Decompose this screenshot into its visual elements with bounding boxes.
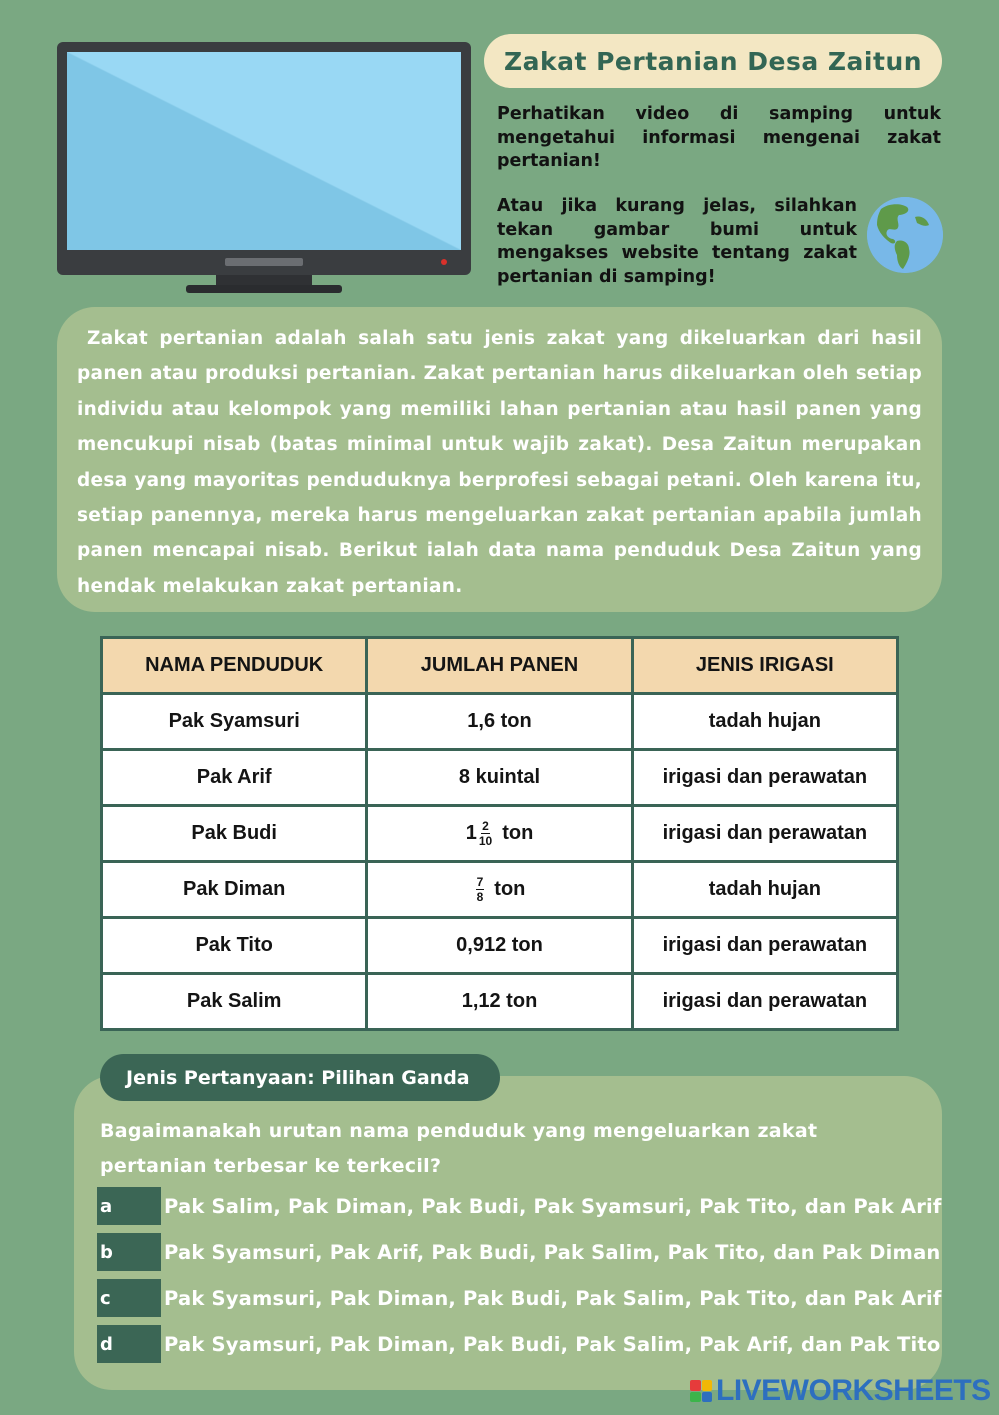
cell-harvest: 0,912 ton (367, 918, 632, 974)
cell-harvest: 1,12 ton (367, 974, 632, 1030)
cell-irrigation: irigasi dan perawatan (632, 750, 897, 806)
cell-irrigation: irigasi dan perawatan (632, 974, 897, 1030)
question-type-label: Jenis Pertanyaan: Pilihan Ganda (100, 1054, 500, 1101)
intro-video-text: Perhatikan video di samping untuk mengetahui informasi mengenai zakat pertanian! (497, 104, 941, 171)
tv-screen[interactable] (67, 52, 461, 250)
tv-power-led (441, 259, 447, 265)
fraction-numerator: 7 (476, 875, 484, 889)
column-header-irrigation: JENIS IRIGASI (632, 638, 897, 694)
tv-stand-neck (216, 275, 312, 285)
cell-irrigation: irigasi dan perawatan (632, 918, 897, 974)
cell-harvest: 8 kuintal (367, 750, 632, 806)
option-c-text[interactable]: Pak Syamsuri, Pak Diman, Pak Budi, Pak Salim, Pak Tito, dan Pak Arif (164, 1286, 942, 1310)
cell-harvest (367, 806, 632, 862)
cell-name: Pak Syamsuri (102, 694, 367, 750)
intro-globe-text: Atau jika kurang jelas, silahkan tekan gambar bumi untuk mengakses website tentang zakat pertanian di samping! (497, 196, 857, 287)
cell-name: Pak Budi (102, 806, 367, 862)
video-player[interactable] (57, 42, 471, 275)
tv-stand-base (186, 285, 342, 293)
table-row (102, 974, 898, 1030)
fraction-numerator: 2 (482, 819, 489, 833)
table-row (102, 806, 898, 862)
table-row (102, 862, 898, 918)
fraction-denominator: 10 (478, 834, 493, 848)
option-a-button[interactable]: a (97, 1187, 161, 1225)
cell-irrigation: tadah hujan (632, 862, 897, 918)
table-header-row (102, 638, 898, 694)
description-panel (57, 307, 942, 612)
logo-text: LIVEWORKSHEETS (716, 1374, 991, 1407)
table-row (102, 694, 898, 750)
cell-irrigation: tadah hujan (632, 694, 897, 750)
cell-harvest (367, 862, 632, 918)
option-a-text[interactable]: Pak Salim, Pak Diman, Pak Budi, Pak Syamsuri, Pak Tito, dan Pak Arif (164, 1194, 942, 1218)
cell-name: Pak Diman (102, 862, 367, 918)
cell-name: Pak Tito (102, 918, 367, 974)
column-header-name: NAMA PENDUDUK (102, 638, 367, 694)
harvest-fraction (479, 819, 492, 848)
option-b-text[interactable]: Pak Syamsuri, Pak Arif, Pak Budi, Pak Salim, Pak Tito, dan Pak Diman (164, 1240, 941, 1264)
option-d-button[interactable]: d (97, 1325, 161, 1363)
harvest-fraction (476, 875, 485, 904)
option-b-button[interactable]: b (97, 1233, 161, 1271)
description-text: Zakat pertanian adalah salah satu jenis zakat yang dikeluarkan dari hasil panen atau produksi pertanian. Zakat pertanian harus dikeluarkan oleh setiap individu atau kelompok yang memiliki lahan pertanian atau hasil panen yang mencukupi nisab (batas minimal untuk wajib zakat). Desa Zaitun merupakan desa yang mayoritas penduduknya berprofesi sebagai petani. Oleh karena itu, setiap panennya, mereka harus mengeluarkan zakat pertanian apabila jumlah panen mencapai nisab. Berikut ialah data nama penduduk Desa Zaitun yang hendak melakukan zakat pertanian. (77, 328, 922, 597)
cell-name: Pak Salim (102, 974, 367, 1030)
tv-speaker (225, 258, 303, 266)
page-title: Zakat Pertanian Desa Zaitun (484, 34, 942, 88)
cell-name: Pak Arif (102, 750, 367, 806)
fraction-denominator: 8 (476, 890, 484, 904)
question-text: Bagaimanakah urutan nama penduduk yang mengeluarkan zakat pertanian terbesar ke terkecil? (100, 1120, 818, 1177)
cell-harvest: 1,6 ton (367, 694, 632, 750)
table-row (102, 750, 898, 806)
cell-irrigation: irigasi dan perawatan (632, 806, 897, 862)
column-header-harvest: JUMLAH PANEN (367, 638, 632, 694)
option-c-button[interactable]: c (97, 1279, 161, 1317)
liveworksheets-logo[interactable] (690, 1372, 991, 1410)
option-d-text[interactable]: Pak Syamsuri, Pak Diman, Pak Budi, Pak Salim, Pak Arif, dan Pak Tito (164, 1332, 941, 1356)
harvest-unit: ton (502, 821, 534, 844)
table-row (102, 918, 898, 974)
harvest-unit: ton (494, 877, 526, 900)
harvest-table (100, 636, 899, 1031)
liveworksheets-mark-icon (690, 1380, 712, 1402)
harvest-whole: 1 (465, 821, 477, 844)
globe-icon[interactable] (867, 197, 943, 273)
